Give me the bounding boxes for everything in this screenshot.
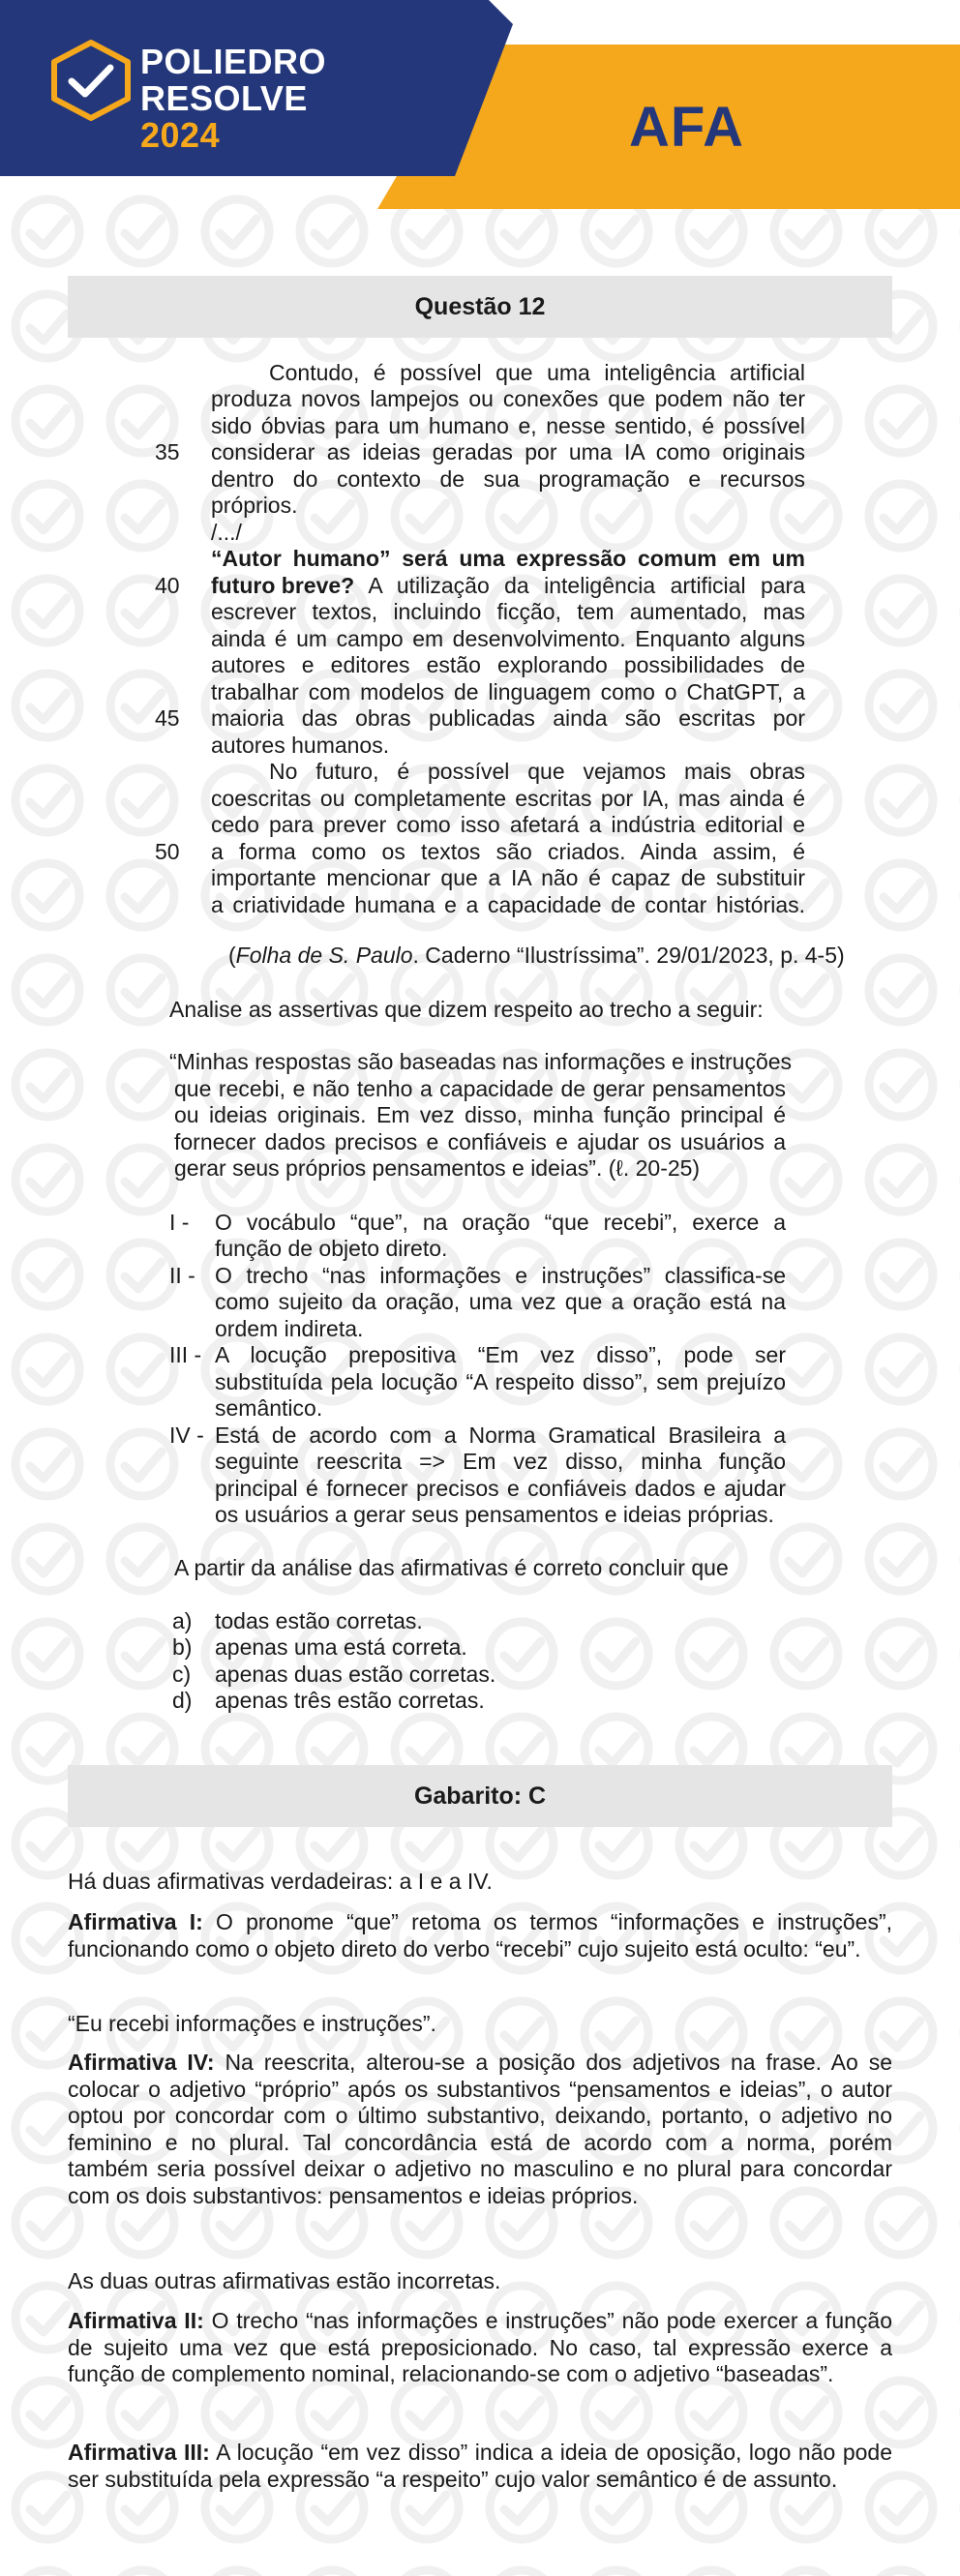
- passage-line: a forma como os textos são criados. Ainda assim, é: [211, 839, 805, 864]
- source-citation: (Folha de S. Paulo. Caderno “Ilustríssima”. 29/01/2023, p. 4-5): [228, 943, 845, 968]
- quote-line: ou ideias originais. Em vez disso, minha função principal é: [174, 1102, 786, 1127]
- passage-bold-line: “Autor humano” será uma expressão comum em um: [211, 546, 805, 571]
- conclusion-stem: A partir da análise das afirmativas é correto concluir que: [174, 1555, 729, 1580]
- answer-key-title: Gabarito: C: [68, 1765, 892, 1827]
- brand-name-line1: POLIEDRO: [140, 42, 327, 81]
- option-text: apenas duas estão corretas.: [215, 1662, 496, 1687]
- solution-transition: As duas outras afirmativas estão incorretas.: [68, 2268, 501, 2293]
- assertion-label: II -: [169, 1263, 195, 1288]
- solution-paragraph-ii: Afirmativa II: O trecho “nas informações e instruções” não pode exercer a função de sujeito uma vez que está preposicionado. No caso, tal expressão exerce a função de complemento nominal, relacionando-se com o adjetivo “baseadas”.: [68, 2308, 892, 2386]
- line-number: 35: [155, 439, 180, 464]
- passage-line: escrever textos, incluindo ficção, tem aumentado, mas: [211, 599, 805, 624]
- quote-line: que recebi, e não tenho a capacidade de gerar pensamentos: [174, 1076, 786, 1101]
- assertion-line: principal é fornecer precisos e confiáveis dados e ajudar: [215, 1476, 786, 1501]
- passage-line: cedo para prever como isso afetará a indústria editorial e: [211, 812, 805, 837]
- assertion-line: como sujeito da oração, uma vez que a oração está na: [215, 1289, 786, 1314]
- solution-paragraph-iv: Afirmativa IV: Na reescrita, alterou-se a posição dos adjetivos na frase. Ao se colocar o adjetivo “próprio” após os substantivos “pensamentos e ideias”, o autor optou por concordar com o último substantivo, deixando, portanto, o adjetivo no feminino e no plural. Tal concordância está de acordo com a norma, porém também seria possível deixar o adjetivo no masculino e no plural para concordar com os dois substantivos: pensamentos e ideias próprios.: [68, 2050, 892, 2208]
- passage-line: produza novos lampejos ou conexões que podem não ter: [211, 386, 805, 411]
- line-number: 45: [155, 705, 180, 731]
- passage-line: autores humanos.: [211, 733, 390, 758]
- option-letter: d): [172, 1688, 193, 1713]
- option-text: todas estão corretas.: [215, 1608, 423, 1633]
- assertion-label: I -: [169, 1210, 190, 1235]
- assertion-line: semântico.: [215, 1395, 323, 1421]
- assertion-line: substituída pela locução “A respeito disso”, sem prejuízo: [215, 1369, 786, 1394]
- passage-line: autores e editores estão explorando possibilidades de: [211, 652, 805, 677]
- assertion-line: ordem indireta.: [215, 1316, 364, 1341]
- brand-year: 2024: [140, 115, 221, 155]
- assertion-line: função de objeto direto.: [215, 1236, 448, 1261]
- quote-line: gerar seus próprios pensamentos e ideias”. (ℓ. 20-25): [174, 1155, 701, 1181]
- question-title: Questão 12: [68, 276, 892, 338]
- passage-fragment: A utilização da inteligência artificial para: [354, 573, 805, 598]
- option-letter: c): [172, 1662, 192, 1687]
- quote-line: “Minhas respostas são baseadas nas informações e instruções: [169, 1049, 793, 1074]
- solution-example: “Eu recebi informações e instruções”.: [68, 2011, 436, 2036]
- passage-line: Contudo, é possível que uma inteligência artificial: [269, 360, 805, 385]
- line-number: 40: [155, 573, 180, 598]
- option-text: apenas três estão corretas.: [215, 1688, 485, 1713]
- passage-line: a criatividade humana e a capacidade de contar histórias.: [211, 892, 805, 917]
- assertion-line: O trecho “nas informações e instruções” classifica-se: [215, 1263, 786, 1288]
- passage-line: ainda é um campo em desenvolvimento. Enquanto alguns: [211, 626, 805, 651]
- line-number: 50: [155, 839, 180, 864]
- passage-line: coescritas ou completamente escritas por IA, mas ainda é: [211, 786, 805, 811]
- passage-line: /.../: [211, 520, 242, 545]
- passage-line: importante mencionar que a IA não é capaz de substituir: [211, 865, 805, 890]
- passage-line: maioria das obras publicadas ainda são escritas por: [211, 705, 805, 731]
- exam-name: AFA: [629, 96, 744, 159]
- passage-line: trabalhar com modelos de linguagem como o ChatGPT, a: [211, 679, 805, 704]
- quote-line: fornecer dados precisos e confiáveis e ajudar os usuários a: [174, 1129, 786, 1154]
- passage-line: dentro do contexto de sua programação e recursos: [211, 466, 805, 492]
- assertion-label: IV -: [169, 1423, 204, 1448]
- assertion-line: os usuários a gerar seus pensamentos e ideias próprias.: [215, 1502, 774, 1527]
- assertion-line: O vocábulo “que”, na oração “que recebi”, exerce a: [215, 1210, 786, 1235]
- solution-intro: Há duas afirmativas verdadeiras: a I e a IV.: [68, 1869, 493, 1894]
- assertion-line: Está de acordo com a Norma Gramatical Brasileira a: [215, 1423, 786, 1448]
- assertion-line: seguinte reescrita => Em vez disso, minha função: [215, 1449, 786, 1474]
- option-text: apenas uma está correta.: [215, 1634, 467, 1660]
- passage-line: próprios.: [211, 493, 298, 518]
- option-letter: a): [172, 1608, 193, 1633]
- source-publication: Folha de S. Paulo: [235, 943, 413, 968]
- solution-paragraph-iii: Afirmativa III: A locução “em vez disso” indica a ideia de oposição, logo não pode ser substituída pela expressão “a respeito” cujo valor semântico é de assunto.: [68, 2440, 892, 2492]
- solution-paragraph-i: Afirmativa I: O pronome “que” retoma os termos “informações e instruções”, funcionando como o objeto direto do verbo “recebi” cujo sujeito está oculto: “eu”.: [68, 1909, 892, 1962]
- option-letter: b): [172, 1634, 193, 1660]
- assertion-label: III -: [169, 1342, 202, 1367]
- passage-bold-fragment: futuro breve?: [211, 573, 355, 598]
- passage-line: [211, 573, 805, 600]
- passage-line: sido óbvias para um humano e, nesse sentido, é possível: [211, 413, 805, 438]
- passage-line: No futuro, é possível que vejamos mais obras: [269, 759, 805, 784]
- brand-name-line2: RESOLVE: [140, 78, 308, 118]
- question-prompt: Analise as assertivas que dizem respeito ao trecho a seguir:: [169, 997, 764, 1022]
- assertion-line: A locução prepositiva “Em vez disso”, pode ser: [215, 1342, 786, 1367]
- passage-line: considerar as ideias geradas por uma IA como originais: [211, 439, 805, 464]
- poliedro-shield-check-icon: [48, 39, 134, 122]
